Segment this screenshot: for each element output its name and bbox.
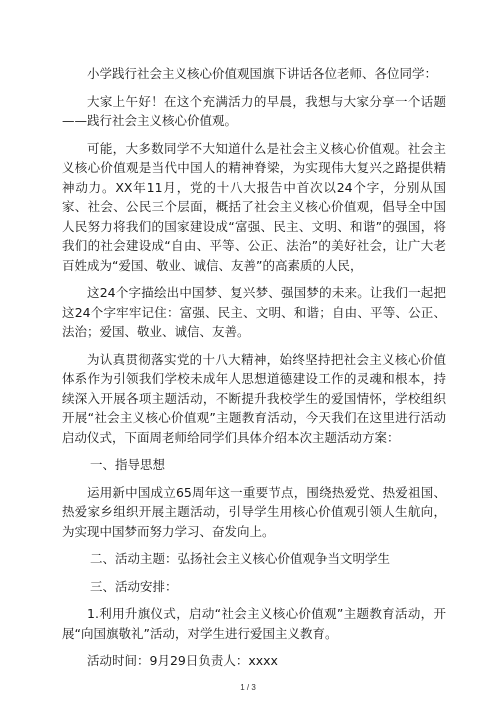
speech-title-greeting: 小学践行社会主义核心价值观国旗下讲话各位老师、各位同学： xyxy=(87,66,438,81)
schedule-item-flag-ceremony: 1.利用升旗仪式，启动“社会主义核心价值观”主题教育活动，开展“向国旗敬礼”活动，对学生进行爱国主义教育。 xyxy=(62,606,446,641)
core-values-intro-paragraph: 可能，大多数同学不大知道什么是社会主义核心价值观。社会主义核心价值观是当代中国人的精神脊梁，为实现伟大复兴之路提供精神动力。XX年11月，党的十八大报告中首次以24个字，分别从国家、社会、公民三个层面，概括了社会主义核心价值观，倡导全中国人民努力将我们的国家建设成“富强、民主、文明、和谐”的强国，将我们的社会建设成“自由、平等、公正、法治”的美好社会，让广大老百姓成为“爱国、敬业、诚信、友善”的高素质的人民， xyxy=(62,140,446,273)
schedule-item-time-owner: 活动时间：9月29日负责人：xxxx xyxy=(87,653,278,668)
core-values-list-paragraph: 这24个字描绘出中国梦、复兴梦、强国梦的未来。让我们一起把这24个字牢牢记住：富强、民主、文明、和谐；自由、平等、公正、法治；爱国、敬业、诚信、友善。 xyxy=(62,285,446,339)
activity-purpose-paragraph: 为认真贯彻落实党的十八大精神，始终坚持把社会主义核心价值体系作为引领我们学校未成年人思想道德建设工作的灵魂和根本，持续深入开展各项主题活动，不断提升我校学生的爱国情怀，学校组织开展“社会主义核心价值观”主题教育活动，今天我们在这里进行活动启动仪式，下面周老师给同学们具体介绍本次主题活动方案： xyxy=(62,351,446,445)
section-heading-activity-schedule: 三、活动安排： xyxy=(90,578,178,594)
section-heading-activity-theme: 二、活动主题：弘扬社会主义核心价值观争当文明学生 xyxy=(90,551,391,566)
section-heading-guiding-ideology: 一、指导思想 xyxy=(90,457,166,472)
opening-paragraph: 大家上午好！在这个充满活力的早晨，我想与大家分享一个话题——践行社会主义核心价值观。 xyxy=(62,93,446,128)
document-body xyxy=(62,64,446,679)
guiding-ideology-paragraph: 运用新中国成立65周年这一重要节点，围绕热爱党、热爱祖国、热爱家乡组织开展主题活动，引导学生用核心价值观引领人生航向，为实现中国梦而努力学习、奋发向上。 xyxy=(62,484,446,539)
page-number: 1 / 3 xyxy=(240,683,256,692)
